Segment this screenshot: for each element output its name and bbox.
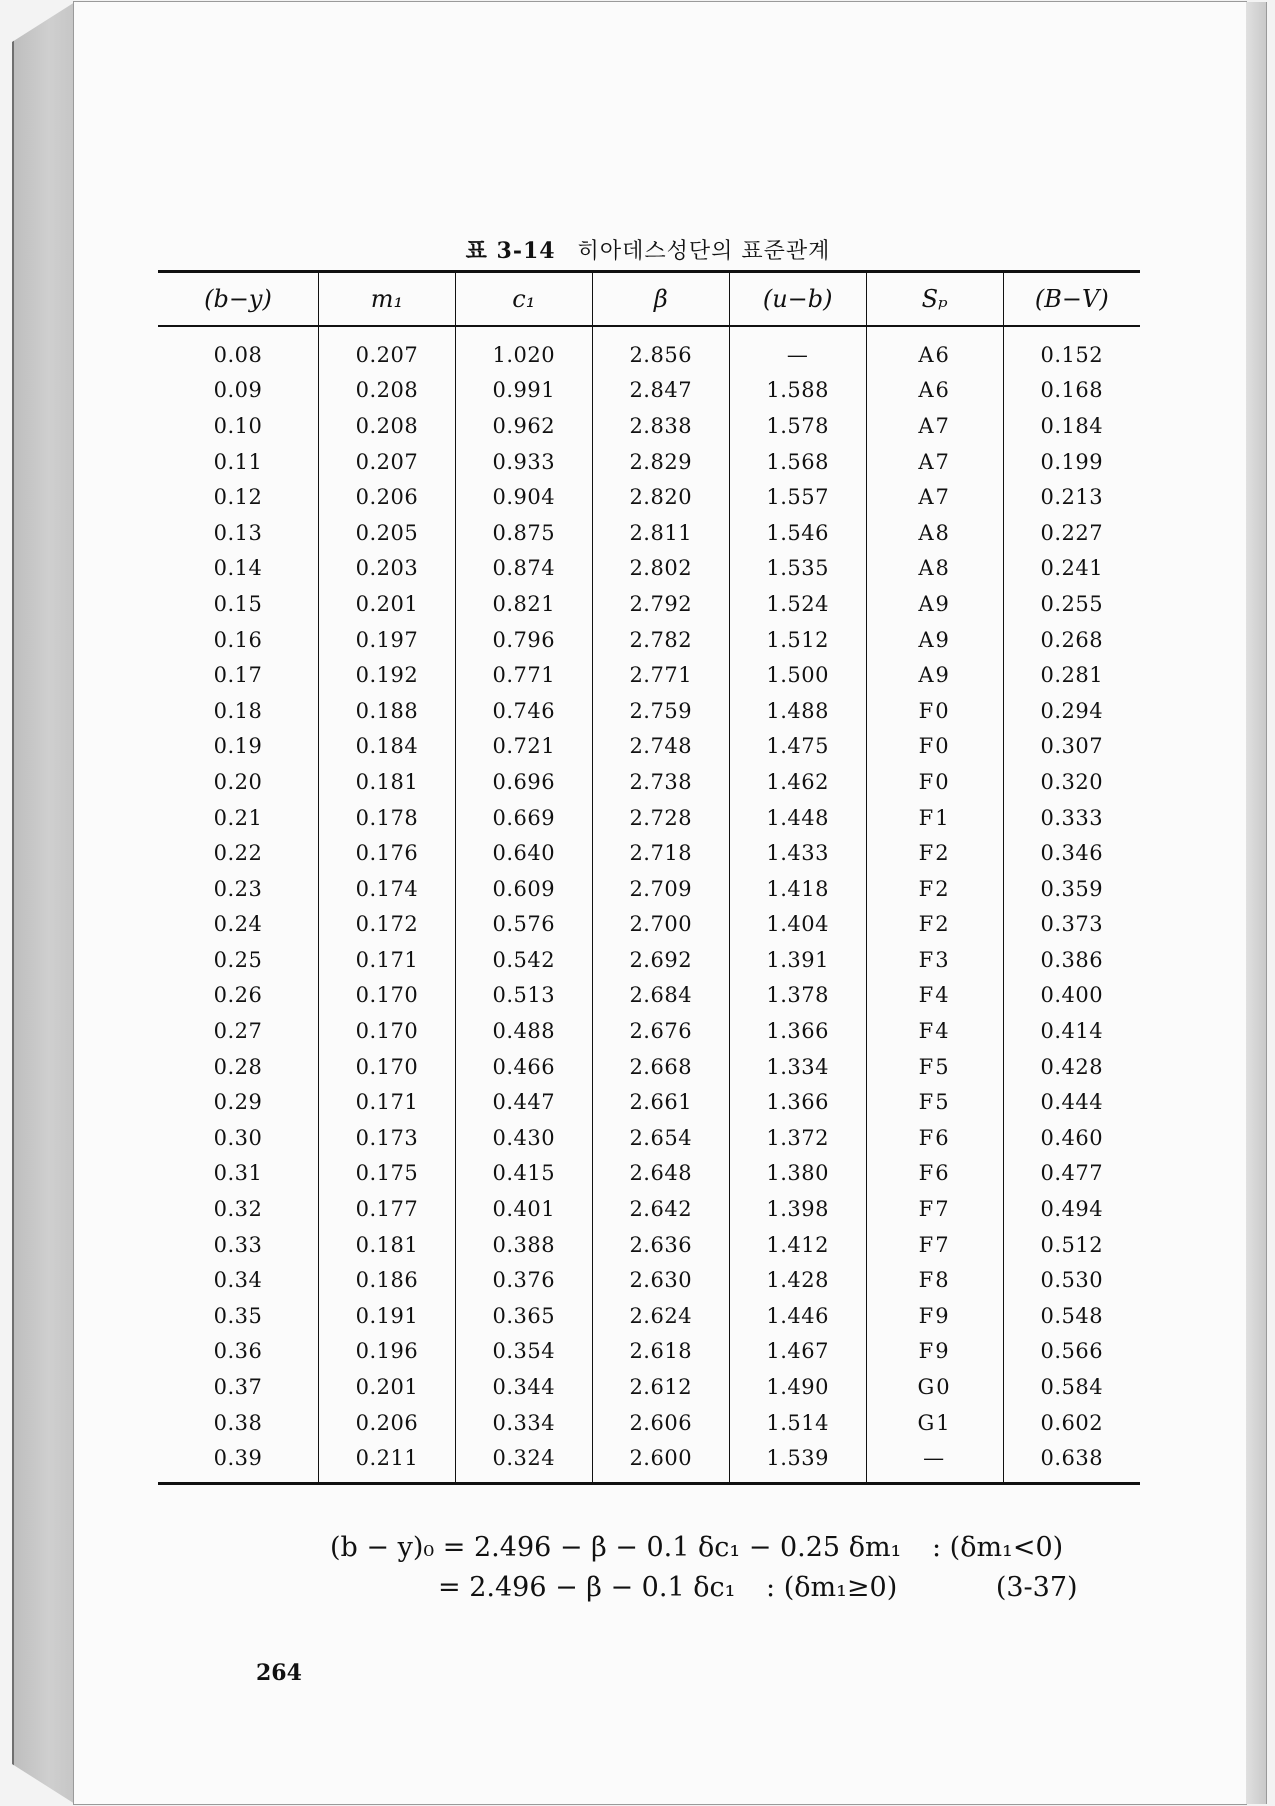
cell-c1: 0.354 <box>455 1334 592 1370</box>
cell-beta: 2.642 <box>592 1191 729 1227</box>
cell-u-b: 1.535 <box>729 551 866 587</box>
cell-beta: 2.856 <box>592 326 729 373</box>
table-row <box>158 835 1140 871</box>
cell-u-b: 1.467 <box>729 1334 866 1370</box>
table-row <box>158 551 1140 587</box>
cell-m1: 0.186 <box>318 1262 455 1298</box>
cell-beta: 2.612 <box>592 1369 729 1405</box>
table-row <box>158 657 1140 693</box>
cell-spectral-type: F2 <box>866 907 1003 943</box>
cell-spectral-type: F3 <box>866 942 1003 978</box>
cell-u-b: 1.512 <box>729 622 866 658</box>
table-row <box>158 1262 1140 1298</box>
cell-c1: 0.796 <box>455 622 592 658</box>
cell-u-b: 1.366 <box>729 1013 866 1049</box>
cell-m1: 0.211 <box>318 1440 455 1483</box>
cell-b-y: 0.24 <box>213 912 263 937</box>
cell-u-b: 1.380 <box>729 1156 866 1192</box>
cell-u-b: 1.488 <box>729 693 866 729</box>
cell-u-b: 1.372 <box>729 1120 866 1156</box>
cell-b-v: 0.241 <box>1003 551 1140 587</box>
cell-b-v: 0.320 <box>1003 764 1140 800</box>
cell-c1: 0.821 <box>455 586 592 622</box>
cell-c1: 0.466 <box>455 1049 592 1085</box>
cell-spectral-type: F8 <box>866 1262 1003 1298</box>
cell-b-y: 0.26 <box>213 983 263 1008</box>
cell-c1: 0.875 <box>455 515 592 551</box>
formula-line-1-expression: (b − y)₀ = 2.496 − β − 0.1 δc₁ − 0.25 δm₁ <box>330 1532 902 1563</box>
cell-b-v: 0.213 <box>1003 479 1140 515</box>
cell-b-v: 0.281 <box>1003 657 1140 693</box>
cell-b-v: 0.444 <box>1003 1084 1140 1120</box>
cell-m1: 0.170 <box>318 1013 455 1049</box>
cell-c1: 0.991 <box>455 373 592 409</box>
cell-b-y: 0.19 <box>213 734 263 759</box>
cell-b-y: 0.28 <box>213 1054 263 1079</box>
cell-b-v: 0.255 <box>1003 586 1140 622</box>
cell-b-y: 0.31 <box>213 1161 263 1186</box>
cell-c1: 0.609 <box>455 871 592 907</box>
cell-c1: 0.513 <box>455 978 592 1014</box>
table-row <box>158 693 1140 729</box>
cell-spectral-type: A6 <box>866 373 1003 409</box>
cell-b-v: 0.584 <box>1003 1369 1140 1405</box>
equation-number: (3-37) <box>995 1572 1078 1603</box>
cell-beta: 2.636 <box>592 1227 729 1263</box>
table-row <box>158 586 1140 622</box>
cell-beta: 2.838 <box>592 408 729 444</box>
cell-b-v: 0.227 <box>1003 515 1140 551</box>
cell-b-v: 0.199 <box>1003 444 1140 480</box>
cell-beta: 2.600 <box>592 1440 729 1483</box>
cell-m1: 0.178 <box>318 800 455 836</box>
cell-b-y: 0.36 <box>213 1339 263 1364</box>
cell-b-y: 0.34 <box>213 1268 263 1293</box>
cell-spectral-type: F4 <box>866 1013 1003 1049</box>
cell-beta: 2.748 <box>592 729 729 765</box>
table-row <box>158 729 1140 765</box>
cell-m1: 0.192 <box>318 657 455 693</box>
cell-b-v: 0.414 <box>1003 1013 1140 1049</box>
cell-u-b: 1.490 <box>729 1369 866 1405</box>
cell-b-v: 0.333 <box>1003 800 1140 836</box>
cell-beta: 2.847 <box>592 373 729 409</box>
cell-beta: 2.802 <box>592 551 729 587</box>
cell-b-v: 0.602 <box>1003 1405 1140 1441</box>
cell-c1: 0.334 <box>455 1405 592 1441</box>
cell-c1: 0.365 <box>455 1298 592 1334</box>
cell-beta: 2.738 <box>592 764 729 800</box>
cell-b-y: 0.10 <box>213 413 263 438</box>
cell-c1: 0.376 <box>455 1262 592 1298</box>
cell-spectral-type: F9 <box>866 1298 1003 1334</box>
table-row <box>158 373 1140 409</box>
cell-b-y: 0.08 <box>213 342 263 367</box>
cell-b-y: 0.37 <box>213 1375 263 1400</box>
formula-line-2-expression: = 2.496 − β − 0.1 δc₁ <box>438 1572 736 1603</box>
table-row <box>158 800 1140 836</box>
cell-m1: 0.172 <box>318 907 455 943</box>
cell-beta: 2.718 <box>592 835 729 871</box>
cell-m1: 0.208 <box>318 373 455 409</box>
cell-c1: 0.388 <box>455 1227 592 1263</box>
cell-b-v: 0.346 <box>1003 835 1140 871</box>
cell-m1: 0.181 <box>318 1227 455 1263</box>
cell-b-v: 0.428 <box>1003 1049 1140 1085</box>
formula-block <box>330 1528 1078 1608</box>
cell-b-v: 0.638 <box>1003 1440 1140 1483</box>
cell-c1: 0.721 <box>455 729 592 765</box>
cell-m1: 0.197 <box>318 622 455 658</box>
cell-c1: 0.576 <box>455 907 592 943</box>
cell-b-y: 0.29 <box>213 1090 263 1115</box>
cell-b-y: 0.17 <box>213 663 263 688</box>
cell-beta: 2.606 <box>592 1405 729 1441</box>
cell-u-b: 1.557 <box>729 479 866 515</box>
cell-c1: 0.933 <box>455 444 592 480</box>
cell-c1: 0.488 <box>455 1013 592 1049</box>
table-row <box>158 408 1140 444</box>
cell-beta: 2.618 <box>592 1334 729 1370</box>
cell-spectral-type: A9 <box>866 622 1003 658</box>
cell-spectral-type: F2 <box>866 835 1003 871</box>
cell-m1: 0.184 <box>318 729 455 765</box>
cell-spectral-type: A7 <box>866 479 1003 515</box>
cell-m1: 0.203 <box>318 551 455 587</box>
cell-c1: 0.696 <box>455 764 592 800</box>
cell-b-y: 0.11 <box>213 449 263 474</box>
cell-c1: 0.904 <box>455 479 592 515</box>
table-caption-label: 표 3-14 <box>465 238 556 264</box>
cell-beta: 2.829 <box>592 444 729 480</box>
cell-b-v: 0.268 <box>1003 622 1140 658</box>
page-right-edge <box>1246 2 1267 1804</box>
cell-u-b: 1.398 <box>729 1191 866 1227</box>
cell-b-y: 0.20 <box>213 769 263 794</box>
cell-c1: 0.324 <box>455 1440 592 1483</box>
cell-spectral-type: F4 <box>866 978 1003 1014</box>
cell-spectral-type: A6 <box>866 326 1003 373</box>
table-row <box>158 907 1140 943</box>
cell-b-v: 0.152 <box>1003 326 1140 373</box>
table-row <box>158 515 1140 551</box>
cell-b-v: 0.548 <box>1003 1298 1140 1334</box>
table-row <box>158 1334 1140 1370</box>
cell-u-b: 1.568 <box>729 444 866 480</box>
table-row <box>158 1405 1140 1441</box>
cell-spectral-type: A9 <box>866 657 1003 693</box>
cell-m1: 0.173 <box>318 1120 455 1156</box>
cell-c1: 0.640 <box>455 835 592 871</box>
table-row <box>158 1156 1140 1192</box>
cell-c1: 0.746 <box>455 693 592 729</box>
cell-c1: 0.771 <box>455 657 592 693</box>
cell-u-b: 1.578 <box>729 408 866 444</box>
cell-m1: 0.205 <box>318 515 455 551</box>
book-spine-edge <box>12 2 74 1804</box>
cell-spectral-type: F7 <box>866 1191 1003 1227</box>
table-row <box>158 1440 1140 1483</box>
table-row <box>158 444 1140 480</box>
cell-beta: 2.759 <box>592 693 729 729</box>
cell-b-v: 0.168 <box>1003 373 1140 409</box>
cell-u-b: 1.378 <box>729 978 866 1014</box>
cell-b-v: 0.386 <box>1003 942 1140 978</box>
cell-b-y: 0.09 <box>213 378 263 403</box>
cell-b-y: 0.15 <box>213 591 263 616</box>
table-row <box>158 1120 1140 1156</box>
cell-u-b: 1.539 <box>729 1440 866 1483</box>
cell-spectral-type: F6 <box>866 1156 1003 1192</box>
cell-beta: 2.624 <box>592 1298 729 1334</box>
cell-c1: 0.430 <box>455 1120 592 1156</box>
table-row <box>158 622 1140 658</box>
table-row <box>158 479 1140 515</box>
cell-m1: 0.191 <box>318 1298 455 1334</box>
cell-m1: 0.207 <box>318 326 455 373</box>
cell-b-y: 0.21 <box>213 805 263 830</box>
cell-spectral-type: F0 <box>866 693 1003 729</box>
cell-m1: 0.201 <box>318 586 455 622</box>
page-number: 264 <box>256 1660 302 1686</box>
cell-b-v: 0.477 <box>1003 1156 1140 1192</box>
cell-u-b: 1.334 <box>729 1049 866 1085</box>
table-caption-title: 히아데스성단의 표준관계 <box>577 239 831 264</box>
cell-c1: 0.344 <box>455 1369 592 1405</box>
table-row <box>158 1369 1140 1405</box>
cell-spectral-type: — <box>866 1440 1003 1483</box>
formula-line-2-condition: : (δm₁≥0) <box>766 1572 898 1603</box>
cell-m1: 0.171 <box>318 942 455 978</box>
cell-u-b: 1.433 <box>729 835 866 871</box>
table-row <box>158 1013 1140 1049</box>
cell-beta: 2.771 <box>592 657 729 693</box>
formula-line-2 <box>330 1568 1078 1608</box>
formula-line-1-condition: : (δm₁<0) <box>931 1532 1064 1563</box>
cell-b-y: 0.13 <box>213 520 263 545</box>
cell-b-y: 0.16 <box>213 627 263 652</box>
cell-beta: 2.648 <box>592 1156 729 1192</box>
formula-line-1 <box>330 1528 1078 1568</box>
header-u-b: (u−b) <box>729 272 866 327</box>
hyades-standard-relations-table <box>158 270 1140 1485</box>
cell-u-b: — <box>729 326 866 373</box>
cell-b-v: 0.566 <box>1003 1334 1140 1370</box>
table-body <box>158 326 1140 1484</box>
cell-beta: 2.792 <box>592 586 729 622</box>
cell-b-v: 0.512 <box>1003 1227 1140 1263</box>
cell-u-b: 1.446 <box>729 1298 866 1334</box>
cell-u-b: 1.514 <box>729 1405 866 1441</box>
table-row <box>158 1084 1140 1120</box>
cell-b-y: 0.30 <box>213 1125 263 1150</box>
cell-u-b: 1.500 <box>729 657 866 693</box>
cell-spectral-type: F5 <box>866 1049 1003 1085</box>
cell-b-y: 0.14 <box>213 556 263 581</box>
cell-spectral-type: F1 <box>866 800 1003 836</box>
cell-b-y: 0.39 <box>213 1446 263 1471</box>
cell-beta: 2.820 <box>592 479 729 515</box>
cell-u-b: 1.475 <box>729 729 866 765</box>
cell-u-b: 1.524 <box>729 586 866 622</box>
header-m1: m₁ <box>318 272 455 327</box>
cell-beta: 2.709 <box>592 871 729 907</box>
cell-u-b: 1.391 <box>729 942 866 978</box>
cell-c1: 0.415 <box>455 1156 592 1192</box>
cell-b-y: 0.25 <box>213 947 263 972</box>
cell-c1: 0.542 <box>455 942 592 978</box>
table-row <box>158 326 1140 373</box>
cell-m1: 0.181 <box>318 764 455 800</box>
cell-b-y: 0.38 <box>213 1410 263 1435</box>
table-row <box>158 1049 1140 1085</box>
cell-beta: 2.668 <box>592 1049 729 1085</box>
cell-beta: 2.811 <box>592 515 729 551</box>
cell-c1: 0.962 <box>455 408 592 444</box>
cell-spectral-type: F9 <box>866 1334 1003 1370</box>
table-caption <box>158 234 1138 265</box>
cell-u-b: 1.366 <box>729 1084 866 1120</box>
cell-m1: 0.196 <box>318 1334 455 1370</box>
cell-m1: 0.177 <box>318 1191 455 1227</box>
cell-spectral-type: F7 <box>866 1227 1003 1263</box>
cell-beta: 2.782 <box>592 622 729 658</box>
table-row <box>158 764 1140 800</box>
cell-spectral-type: G0 <box>866 1369 1003 1405</box>
cell-b-v: 0.307 <box>1003 729 1140 765</box>
cell-b-v: 0.400 <box>1003 978 1140 1014</box>
cell-spectral-type: F2 <box>866 871 1003 907</box>
table-row <box>158 942 1140 978</box>
cell-beta: 2.728 <box>592 800 729 836</box>
table-row <box>158 1298 1140 1334</box>
cell-spectral-type: A9 <box>866 586 1003 622</box>
cell-c1: 0.874 <box>455 551 592 587</box>
cell-c1: 1.020 <box>455 326 592 373</box>
cell-m1: 0.208 <box>318 408 455 444</box>
cell-b-v: 0.460 <box>1003 1120 1140 1156</box>
cell-spectral-type: F0 <box>866 764 1003 800</box>
cell-m1: 0.188 <box>318 693 455 729</box>
cell-beta: 2.661 <box>592 1084 729 1120</box>
cell-m1: 0.171 <box>318 1084 455 1120</box>
table-row <box>158 871 1140 907</box>
cell-b-y: 0.12 <box>213 485 263 510</box>
cell-m1: 0.170 <box>318 978 455 1014</box>
cell-spectral-type: A8 <box>866 515 1003 551</box>
cell-m1: 0.170 <box>318 1049 455 1085</box>
cell-u-b: 1.588 <box>729 373 866 409</box>
table-row <box>158 978 1140 1014</box>
table-header-row <box>158 272 1140 327</box>
cell-b-y: 0.18 <box>213 698 263 723</box>
cell-b-v: 0.294 <box>1003 693 1140 729</box>
cell-b-y: 0.33 <box>213 1232 263 1257</box>
cell-u-b: 1.404 <box>729 907 866 943</box>
header-sp: Sₚ <box>866 272 1003 327</box>
cell-spectral-type: F6 <box>866 1120 1003 1156</box>
cell-spectral-type: G1 <box>866 1405 1003 1441</box>
cell-beta: 2.654 <box>592 1120 729 1156</box>
cell-b-y: 0.23 <box>213 876 263 901</box>
cell-b-v: 0.184 <box>1003 408 1140 444</box>
cell-spectral-type: A7 <box>866 408 1003 444</box>
cell-spectral-type: A8 <box>866 551 1003 587</box>
header-b-y: (b−y) <box>158 272 318 327</box>
cell-m1: 0.207 <box>318 444 455 480</box>
cell-b-y: 0.32 <box>213 1197 263 1222</box>
cell-m1: 0.206 <box>318 479 455 515</box>
cell-b-v: 0.494 <box>1003 1191 1140 1227</box>
cell-beta: 2.692 <box>592 942 729 978</box>
cell-b-v: 0.359 <box>1003 871 1140 907</box>
cell-beta: 2.630 <box>592 1262 729 1298</box>
cell-b-y: 0.22 <box>213 841 263 866</box>
cell-m1: 0.174 <box>318 871 455 907</box>
cell-u-b: 1.428 <box>729 1262 866 1298</box>
cell-c1: 0.401 <box>455 1191 592 1227</box>
cell-b-v: 0.373 <box>1003 907 1140 943</box>
cell-m1: 0.176 <box>318 835 455 871</box>
cell-beta: 2.676 <box>592 1013 729 1049</box>
cell-beta: 2.684 <box>592 978 729 1014</box>
cell-b-v: 0.530 <box>1003 1262 1140 1298</box>
cell-u-b: 1.546 <box>729 515 866 551</box>
cell-c1: 0.447 <box>455 1084 592 1120</box>
table-row <box>158 1191 1140 1227</box>
cell-spectral-type: A7 <box>866 444 1003 480</box>
cell-b-y: 0.27 <box>213 1019 263 1044</box>
cell-b-y: 0.35 <box>213 1303 263 1328</box>
cell-c1: 0.669 <box>455 800 592 836</box>
cell-m1: 0.201 <box>318 1369 455 1405</box>
cell-m1: 0.206 <box>318 1405 455 1441</box>
cell-spectral-type: F5 <box>866 1084 1003 1120</box>
cell-u-b: 1.418 <box>729 871 866 907</box>
header-c1: c₁ <box>455 272 592 327</box>
header-beta: β <box>592 272 729 327</box>
cell-spectral-type: F0 <box>866 729 1003 765</box>
cell-u-b: 1.462 <box>729 764 866 800</box>
header-b-v: (B−V) <box>1003 272 1140 327</box>
table-row <box>158 1227 1140 1263</box>
cell-u-b: 1.448 <box>729 800 866 836</box>
cell-m1: 0.175 <box>318 1156 455 1192</box>
cell-beta: 2.700 <box>592 907 729 943</box>
cell-u-b: 1.412 <box>729 1227 866 1263</box>
